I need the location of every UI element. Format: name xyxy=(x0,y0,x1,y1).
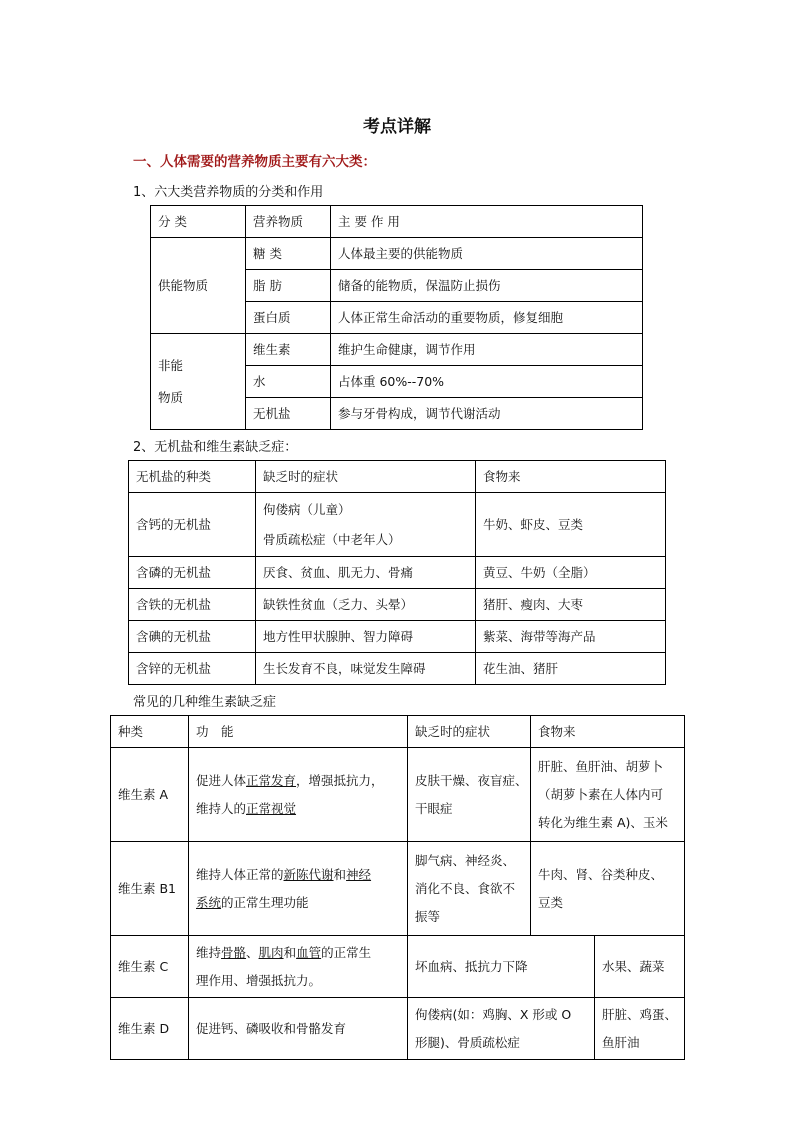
vitamin-name: 维生素 C xyxy=(111,936,189,998)
header-cell: 缺乏时的症状 xyxy=(256,461,476,493)
text-run: 和 xyxy=(283,944,297,960)
vitamin-function xyxy=(189,748,408,842)
text-run: 和 xyxy=(333,866,347,882)
function-line xyxy=(196,767,407,795)
text-run: 系统 xyxy=(196,894,222,910)
food-line: 肝脏、鸡蛋、 xyxy=(602,1006,678,1022)
section-heading: 一、人体需要的营养物质主要有六大类： xyxy=(133,154,376,170)
text-run: 正常发育 xyxy=(246,772,297,788)
page-title: 考点详解 xyxy=(363,117,431,137)
vitamin-symptom: 坏血病、抵抗力下降 xyxy=(408,936,595,998)
mineral-table xyxy=(128,460,666,685)
symptom-line: 皮肤干燥、夜盲症、 xyxy=(415,772,528,788)
nutrient-role: 人体最主要的供能物质 xyxy=(331,238,643,270)
mineral-symptom: 厌食、贫血、肌无力、骨痛 xyxy=(256,557,476,589)
text-run: ，增强抵抗力， xyxy=(296,772,384,788)
symptom-line: 骨质疏松症（中老年人） xyxy=(263,531,401,547)
vitamin-food: 水果、蔬菜 xyxy=(595,936,685,998)
mineral-food: 牛奶、虾皮、豆类 xyxy=(476,493,666,557)
vitamin-food xyxy=(595,998,685,1060)
text-run: 神经 xyxy=(346,866,372,882)
function-line: 理作用、增强抵抗力。 xyxy=(196,972,322,988)
vitamin-food xyxy=(531,748,685,842)
vitamin-name: 维生素 B1 xyxy=(111,842,189,936)
nutrient-table xyxy=(150,205,643,430)
symptom-line: 振等 xyxy=(415,908,441,924)
symptom-line: 形腿)、骨质疏松症 xyxy=(415,1034,520,1050)
header-cell: 分 类 xyxy=(151,206,246,238)
text-run: 维持 xyxy=(196,944,222,960)
header-cell: 营养物质 xyxy=(246,206,331,238)
nutrient-role: 储备的能物质，保温防止损伤 xyxy=(331,270,643,302)
vitamin-name: 维生素 A xyxy=(111,748,189,842)
vitamin-food xyxy=(531,842,685,936)
nutrient-name: 水 xyxy=(246,366,331,398)
group-label-energy: 供能物质 xyxy=(151,238,246,334)
nutrient-name: 蛋白质 xyxy=(246,302,331,334)
mineral-food: 花生油、猪肝 xyxy=(476,653,666,685)
header-cell: 功 能 xyxy=(189,716,408,748)
header-cell: 食物来 xyxy=(476,461,666,493)
symptom-line: 脚气病、神经炎、 xyxy=(415,852,516,868)
nutrient-role: 维护生命健康，调节作用 xyxy=(331,334,643,366)
nutrient-name: 糖 类 xyxy=(246,238,331,270)
symptom-line: 佝偻病(如：鸡胸、X 形或 O xyxy=(415,1006,572,1022)
text-run: 新陈代谢 xyxy=(283,866,334,882)
group-label-line: 物质 xyxy=(158,389,184,405)
text-run: 骨骼 xyxy=(221,944,247,960)
mineral-type: 含磷的无机盐 xyxy=(129,557,256,589)
text-run: 、 xyxy=(246,944,259,960)
symptom-line: 消化不良、食欲不 xyxy=(415,880,516,896)
vitamin-symptom xyxy=(408,998,595,1060)
subheading-3: 常见的几种维生素缺乏症 xyxy=(133,695,277,710)
group-label-line: 非能 xyxy=(158,357,184,373)
subheading-2: 2、无机盐和维生素缺乏症： xyxy=(133,440,298,455)
function-line xyxy=(196,939,407,967)
nutrient-role: 占体重 60%--70% xyxy=(331,366,643,398)
mineral-symptom: 生长发育不良，味觉发生障碍 xyxy=(256,653,476,685)
mineral-food: 猪肝、瘦肉、大枣 xyxy=(476,589,666,621)
mineral-symptom: 缺铁性贫血（乏力、头晕） xyxy=(256,589,476,621)
function-line xyxy=(196,795,407,823)
vitamin-function: 促进钙、磷吸收和骨骼发育 xyxy=(189,998,408,1060)
mineral-type: 含铁的无机盐 xyxy=(129,589,256,621)
text-run: 维持人的 xyxy=(196,800,247,816)
food-line: 牛肉、肾、谷类种皮、 xyxy=(538,866,664,882)
header-cell: 无机盐的种类 xyxy=(129,461,256,493)
header-cell: 缺乏时的症状 xyxy=(408,716,531,748)
food-line: 转化为维生素 A)、玉米 xyxy=(538,814,668,830)
text-run: 的正常生理功能 xyxy=(221,894,309,910)
food-line: （胡萝卜素在人体内可 xyxy=(538,786,664,802)
symptom-line: 佝偻病（儿童） xyxy=(263,501,351,517)
text-run: 促进人体 xyxy=(196,772,247,788)
vitamin-table xyxy=(110,715,685,1060)
text-run: 的正常生 xyxy=(321,944,372,960)
food-line: 豆类 xyxy=(538,894,564,910)
text-run: 血管 xyxy=(296,944,322,960)
food-line: 肝脏、鱼肝油、胡萝卜 xyxy=(538,758,664,774)
nutrient-name: 维生素 xyxy=(246,334,331,366)
header-cell: 种类 xyxy=(111,716,189,748)
mineral-food: 黄豆、牛奶（全脂） xyxy=(476,557,666,589)
text-run: 维持人体正常的 xyxy=(196,866,284,882)
header-cell: 主 要 作 用 xyxy=(331,206,643,238)
vitamin-name: 维生素 D xyxy=(111,998,189,1060)
nutrient-name: 脂 肪 xyxy=(246,270,331,302)
mineral-symptom xyxy=(256,493,476,557)
mineral-symptom: 地方性甲状腺肿、智力障碍 xyxy=(256,621,476,653)
text-run: 正常视觉 xyxy=(246,800,297,816)
header-cell: 食物来 xyxy=(531,716,685,748)
vitamin-symptom xyxy=(408,842,531,936)
mineral-type: 含碘的无机盐 xyxy=(129,621,256,653)
vitamin-symptom xyxy=(408,748,531,842)
vitamin-function xyxy=(189,842,408,936)
nutrient-name: 无机盐 xyxy=(246,398,331,430)
function-line xyxy=(196,889,407,917)
symptom-line: 干眼症 xyxy=(415,800,453,816)
text-run: 肌肉 xyxy=(258,944,284,960)
nutrient-role: 参与牙骨构成，调节代谢活动 xyxy=(331,398,643,430)
function-line xyxy=(196,861,407,889)
vitamin-function xyxy=(189,936,408,998)
mineral-type: 含钙的无机盐 xyxy=(129,493,256,557)
food-line: 鱼肝油 xyxy=(602,1034,640,1050)
mineral-food: 紫菜、海带等海产品 xyxy=(476,621,666,653)
mineral-type: 含锌的无机盐 xyxy=(129,653,256,685)
nutrient-role: 人体正常生命活动的重要物质，修复细胞 xyxy=(331,302,643,334)
group-label-nonenergy xyxy=(151,334,246,430)
subheading-1: 1、六大类营养物质的分类和作用 xyxy=(133,185,324,200)
